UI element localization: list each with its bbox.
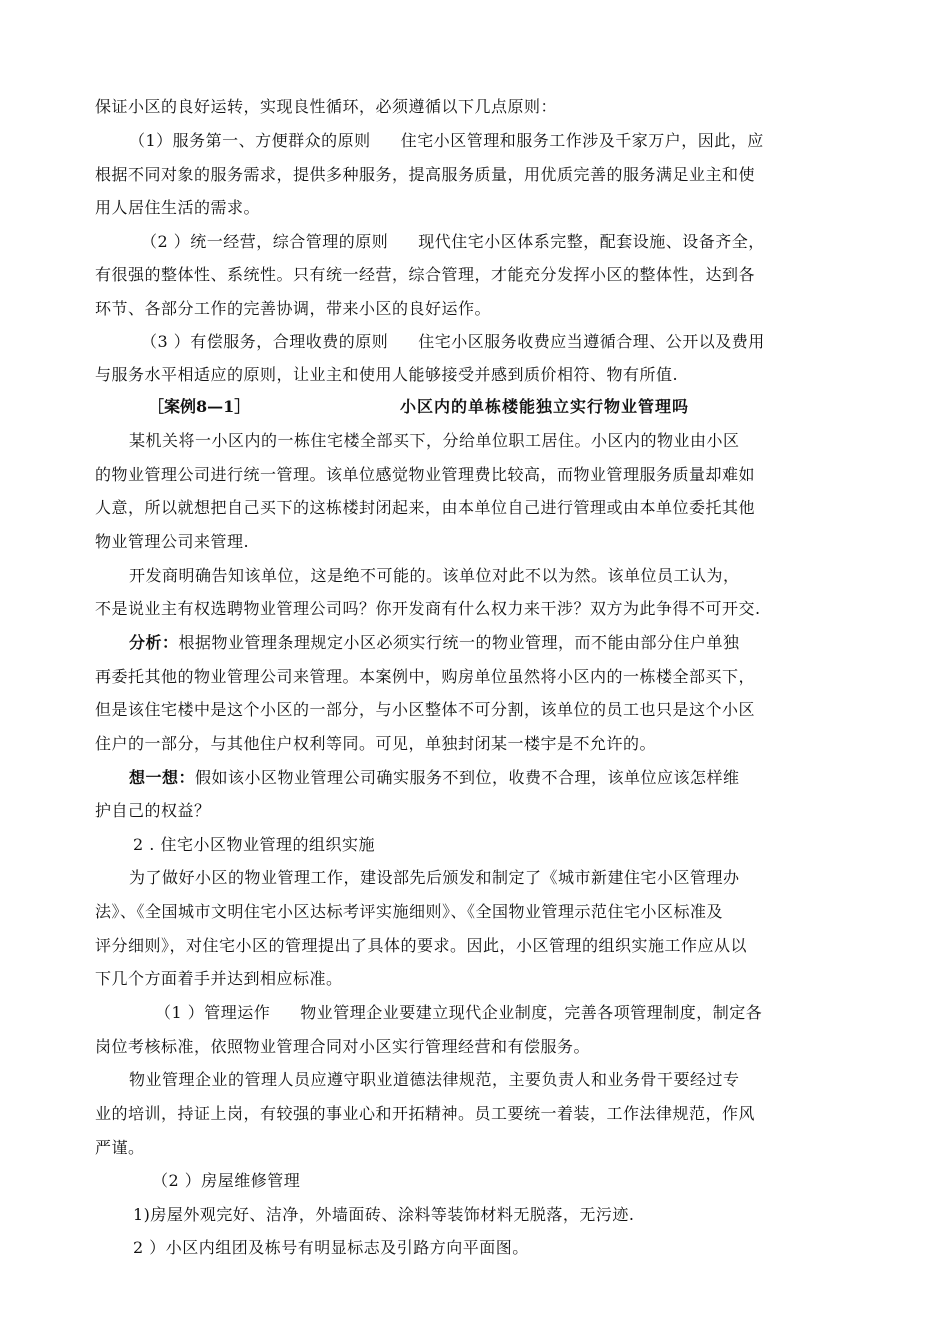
think-label: 想一想： <box>129 768 196 787</box>
principle-1-line-1 <box>129 131 764 151</box>
case-title: 小区内的单栋楼能独立实行物业管理吗 <box>400 397 690 416</box>
housing-heading: （2 ）房屋维修管理 <box>152 1171 301 1190</box>
principle-3-line-2: 与服务水平相适应的原则，让业主和使用人能够接受并感到质价相符、物有所值. <box>95 365 679 384</box>
section-2-heading: 2 . 住宅小区物业管理的组织实施 <box>133 835 375 854</box>
principle-1-text: 住宅小区管理和服务工作涉及千家万户，因此，应 <box>400 131 764 150</box>
principle-1-heading: （1）服务第一、方便群众的原则 <box>129 131 371 150</box>
principle-3-heading: （3 ）有偿服务，合理收费的原则 <box>141 332 389 351</box>
case-label: ［案例8—1］ <box>148 397 251 416</box>
section-2-line-3: 评分细则》，对住宅小区的管理提出了具体的要求。因此，小区管理的组织实施工作应从以 <box>95 936 748 955</box>
principle-2-line-2: 有很强的整体性、系统性。只有统一经营，综合管理，才能充分发挥小区的整体性，达到各 <box>95 265 756 284</box>
think-line-1 <box>129 768 740 788</box>
staff-line-2: 业的培训，持证上岗，有较强的事业心和开拓精神。员工要统一着装，工作法律规范，作风 <box>95 1104 756 1123</box>
think-line-2: 护自己的权益？ <box>95 801 211 820</box>
principle-2-heading: （2 ）统一经营，综合管理的原则 <box>141 232 389 251</box>
management-heading: （1 ）管理运作 <box>155 1003 271 1022</box>
case-para-1-line-4: 物业管理公司来管理. <box>95 532 250 551</box>
analysis-text: 根据物业管理条理规定小区必须实行统一的物业管理，而不能由部分住户单独 <box>178 633 740 652</box>
intro-line: 保证小区的良好运转，实现良性循环，必须遵循以下几点原则： <box>95 97 558 116</box>
section-2-line-2: 法》、《全国城市文明住宅小区达标考评实施细则》、《全国物业管理示范住宅小区标准及 <box>95 902 724 921</box>
analysis-line-1 <box>129 633 740 653</box>
case-para-1-line-2: 的物业管理公司进行统一管理。该单位感觉物业管理费比较高，而物业管理服务质量却难如 <box>95 465 756 484</box>
principle-1-line-3: 用人居住生活的需求。 <box>95 198 261 217</box>
staff-line-1: 物业管理企业的管理人员应遵守职业道德法律规范，主要负责人和业务骨干要经过专 <box>129 1070 740 1089</box>
housing-item-1: 1)房屋外观完好、洁净，外墙面砖、涂料等装饰材料无脱落，无污迹. <box>133 1205 635 1224</box>
management-line-2: 岗位考核标准，依照物业管理合同对小区实行管理经营和有偿服务。 <box>95 1037 591 1056</box>
principle-2-line-3: 环节、各部分工作的完善协调，带来小区的良好运作。 <box>95 299 492 318</box>
case-para-1-line-1: 某机关将一小区内的一栋住宅楼全部买下，分给单位职工居住。小区内的物业由小区 <box>129 431 740 450</box>
analysis-line-4: 住户的一部分，与其他住户权利等同。可见，单独封闭某一楼宇是不允许的。 <box>95 734 657 753</box>
housing-item-2: 2 ）小区内组团及栋号有明显标志及引路方向平面图。 <box>133 1238 529 1257</box>
section-2-line-1: 为了做好小区的物业管理工作，建设部先后颁发和制定了《城市新建住宅小区管理办 <box>129 868 740 887</box>
management-text: 物业管理企业要建立现代企业制度，完善各项管理制度，制定各 <box>300 1003 763 1022</box>
principle-3-text: 住宅小区服务收费应当遵循合理、公开以及费用 <box>418 332 765 351</box>
analysis-line-3: 但是该住宅楼中是这个小区的一部分，与小区整体不可分割，该单位的员工也只是这个小区 <box>95 700 756 719</box>
principle-2-line-1 <box>141 232 765 252</box>
analysis-line-2: 再委托其他的物业管理公司来管理。本案例中，购房单位虽然将小区内的一栋楼全部买下， <box>95 667 756 686</box>
case-para-2-line-2: 不是说业主有权选聘物业管理公司吗？你开发商有什么权力来干涉？双方为此争得不可开交. <box>95 599 761 618</box>
principle-3-line-1 <box>141 332 765 352</box>
case-para-1-line-3: 人意，所以就想把自己买下的这栋楼封闭起来，由本单位自己进行管理或由本单位委托其他 <box>95 498 756 517</box>
principle-2-text: 现代住宅小区体系完整，配套设施、设备齐全， <box>418 232 765 251</box>
case-para-2-line-1: 开发商明确告知该单位，这是绝不可能的。该单位对此不以为然。该单位员工认为， <box>129 566 740 585</box>
staff-line-3: 严谨。 <box>95 1138 145 1157</box>
principle-1-line-2: 根据不同对象的服务需求，提供多种服务，提高服务质量，用优质完善的服务满足业主和使 <box>95 165 756 184</box>
management-line-1 <box>155 1003 762 1023</box>
think-text: 假如该小区物业管理公司确实服务不到位，收费不合理，该单位应该怎样维 <box>195 768 740 787</box>
section-2-line-4: 下几个方面着手并达到相应标准。 <box>95 969 343 988</box>
analysis-label: 分析： <box>129 633 179 652</box>
